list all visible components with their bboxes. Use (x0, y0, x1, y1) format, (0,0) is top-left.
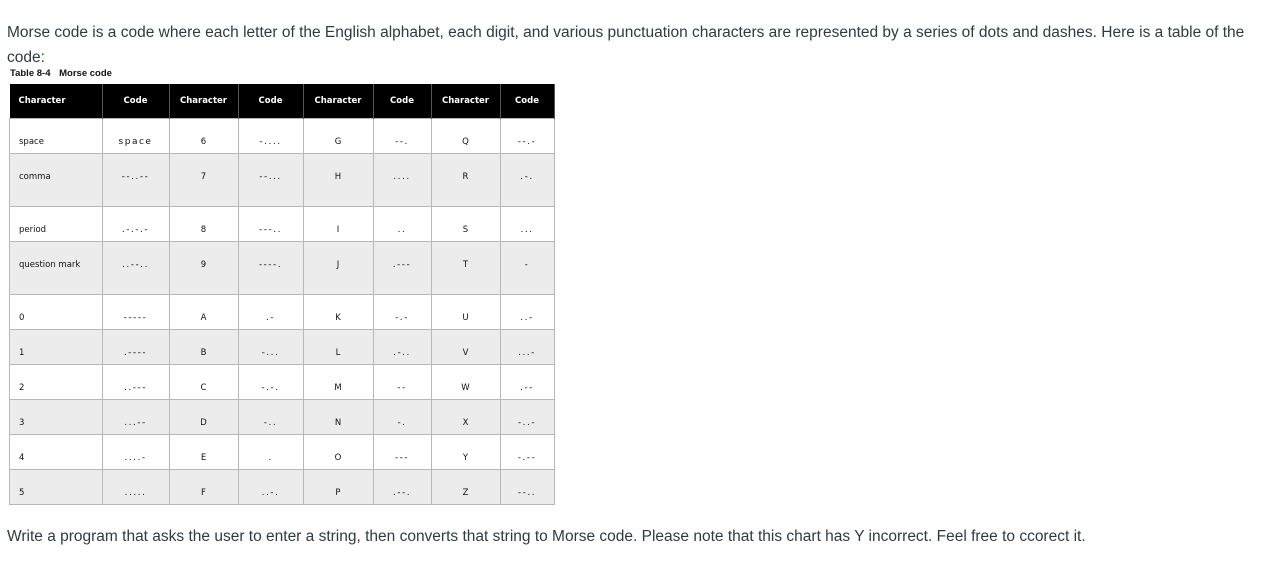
code-cell (102, 119, 169, 154)
code-cell (102, 365, 169, 400)
character-cell (303, 365, 373, 400)
code-cell-text: .. (397, 225, 407, 235)
character-cell-text: X (462, 418, 469, 428)
code-cell (373, 435, 431, 470)
character-cell-text: K (335, 313, 341, 323)
code-cell-text: -. (397, 418, 407, 428)
character-cell (303, 470, 373, 505)
character-cell-text: G (334, 137, 342, 147)
table-row (10, 119, 555, 154)
character-cell (169, 435, 238, 470)
code-cell-text: ....- (124, 453, 147, 463)
table-row (10, 400, 555, 435)
character-cell (169, 207, 238, 242)
character-cell-text: B (200, 348, 207, 358)
code-cell-text: --. (395, 137, 409, 147)
code-cell (373, 242, 431, 295)
table-row (10, 365, 555, 400)
code-cell-text: -.- (395, 313, 409, 323)
character-cell (431, 400, 500, 435)
code-cell (238, 295, 303, 330)
intro-paragraph: Morse code is a code where each letter of the English alphabet, each digit, and various punctuation characters are represented by a series of dots and dashes. Here is a table of the code: (7, 23, 1245, 66)
code-cell (373, 295, 431, 330)
code-cell (500, 242, 554, 295)
header-code-4: Code (500, 84, 554, 119)
character-cell (10, 207, 103, 242)
code-cell-text: - (524, 260, 530, 270)
character-cell-text: Q (462, 137, 469, 147)
character-cell (431, 154, 500, 207)
code-cell (238, 435, 303, 470)
character-cell-text: T (462, 260, 469, 270)
code-cell-text: ..-. (261, 488, 280, 498)
code-cell (500, 295, 554, 330)
code-cell-text: -.... (259, 137, 282, 147)
code-cell (373, 119, 431, 154)
character-cell (169, 330, 238, 365)
code-cell (102, 295, 169, 330)
header-code-2: Code (238, 84, 303, 119)
code-cell (500, 207, 554, 242)
character-cell-text: 7 (200, 172, 207, 182)
character-cell (169, 365, 238, 400)
character-cell-text: I (336, 225, 340, 235)
code-cell (373, 470, 431, 505)
character-cell (303, 242, 373, 295)
character-cell (10, 365, 103, 400)
character-cell-text: Z (462, 488, 469, 498)
character-cell (431, 470, 500, 505)
code-cell-text: ..... (124, 488, 147, 498)
code-cell-text: -.-. (261, 383, 280, 393)
morse-code-table (9, 84, 555, 505)
character-cell-text: 0 (19, 313, 25, 323)
character-cell (10, 154, 103, 207)
code-cell (500, 119, 554, 154)
code-cell (102, 242, 169, 295)
character-cell-text: E (200, 453, 207, 463)
table-body (10, 119, 555, 505)
code-cell-text: . (268, 453, 273, 463)
code-cell-text: .... (393, 172, 411, 182)
character-cell (169, 119, 238, 154)
code-cell-text: -..- (517, 418, 537, 428)
character-cell (303, 400, 373, 435)
code-cell-text: .-.. (393, 348, 411, 358)
code-cell (373, 207, 431, 242)
table-row (10, 154, 555, 207)
character-cell-text: space (19, 137, 44, 147)
character-cell (303, 435, 373, 470)
code-cell-text: -- (397, 383, 407, 393)
code-cell-text: ..- (520, 313, 534, 323)
character-cell (431, 435, 500, 470)
code-cell (102, 435, 169, 470)
code-cell-text: .--. (392, 488, 412, 498)
character-cell-text: L (335, 348, 341, 358)
code-cell (373, 154, 431, 207)
code-cell (238, 330, 303, 365)
code-cell-text: -.. (263, 418, 278, 428)
character-cell-text: U (462, 313, 469, 323)
code-cell (238, 154, 303, 207)
header-character-4: Character (431, 84, 500, 119)
character-cell-text: 1 (19, 348, 25, 358)
character-cell-text: comma (19, 172, 51, 182)
code-cell-text: ...-- (124, 418, 147, 428)
character-cell-text: question mark (19, 260, 81, 270)
character-cell (10, 400, 103, 435)
header-character-2: Character (169, 84, 238, 119)
code-cell-text: ..--.. (122, 260, 149, 270)
table-caption (10, 68, 112, 79)
character-cell (431, 330, 500, 365)
code-cell (500, 154, 554, 207)
character-cell (10, 470, 103, 505)
character-cell (169, 295, 238, 330)
character-cell-text: W (461, 383, 470, 393)
character-cell (169, 400, 238, 435)
character-cell (10, 330, 103, 365)
code-cell-text: --.- (517, 137, 537, 147)
table-row (10, 242, 555, 295)
table-row (10, 295, 555, 330)
code-cell (238, 400, 303, 435)
code-cell (238, 365, 303, 400)
character-cell-text: 8 (200, 225, 207, 235)
character-cell-text: P (335, 488, 341, 498)
character-cell-text: 5 (19, 488, 25, 498)
character-cell-text: H (334, 172, 342, 182)
character-cell-text: 9 (200, 260, 207, 270)
code-cell (102, 330, 169, 365)
header-character-1: Character (10, 84, 103, 119)
character-cell-text: M (334, 383, 342, 393)
character-cell-text: D (200, 418, 207, 428)
character-cell (431, 242, 500, 295)
character-cell-text: V (462, 348, 469, 358)
code-cell-text: space (118, 137, 153, 147)
character-cell (303, 154, 373, 207)
table-row (10, 330, 555, 365)
character-cell-text: 4 (19, 453, 25, 463)
code-cell-text: .-. (520, 172, 534, 182)
code-cell-text: ... (520, 225, 534, 235)
character-cell (10, 242, 103, 295)
character-cell-text: A (200, 313, 207, 323)
code-cell (373, 365, 431, 400)
code-cell-text: .-.-.- (121, 225, 150, 235)
table-row (10, 207, 555, 242)
character-cell (10, 435, 103, 470)
table-caption-number: Table 8-4 (10, 68, 51, 79)
character-cell-text: N (334, 418, 342, 428)
character-cell (431, 365, 500, 400)
code-cell-text: -.-- (517, 453, 537, 463)
code-cell-text: --.. (517, 488, 537, 498)
character-cell (303, 119, 373, 154)
character-cell (431, 295, 500, 330)
code-cell-text: ----. (258, 260, 283, 270)
character-cell-text: C (200, 383, 207, 393)
code-cell (500, 435, 554, 470)
header-code-3: Code (373, 84, 431, 119)
code-cell-text: .--- (392, 260, 412, 270)
table-row (10, 470, 555, 505)
table-header-row (10, 84, 555, 119)
code-cell (102, 470, 169, 505)
code-cell (500, 330, 554, 365)
code-cell (238, 242, 303, 295)
code-cell (102, 207, 169, 242)
character-cell-text: Y (462, 453, 469, 463)
character-cell-text: O (334, 453, 342, 463)
character-cell (169, 470, 238, 505)
character-cell (10, 295, 103, 330)
character-cell (303, 295, 373, 330)
character-cell (169, 242, 238, 295)
character-cell-text: 3 (19, 418, 25, 428)
code-cell-text: -... (261, 348, 280, 358)
header-character-3: Character (303, 84, 373, 119)
code-cell-text: .-- (520, 383, 534, 393)
character-cell-text: S (462, 225, 469, 235)
code-cell-text: ...- (518, 348, 536, 358)
character-cell (431, 207, 500, 242)
code-cell (238, 207, 303, 242)
closing-paragraph: Write a program that asks the user to enter a string, then converts that string to Morse code. Please note that this chart has Y incorrect. Feel free to ccorect it. (7, 528, 1086, 545)
code-cell-text: ..--- (124, 383, 147, 393)
character-cell-text: 6 (200, 137, 207, 147)
code-cell (500, 365, 554, 400)
code-cell-text: --- (394, 453, 410, 463)
code-cell (373, 330, 431, 365)
character-cell (169, 154, 238, 207)
character-cell-text: R (462, 172, 469, 182)
character-cell (303, 207, 373, 242)
code-cell (373, 400, 431, 435)
code-cell (500, 400, 554, 435)
code-cell-text: .- (265, 313, 276, 323)
character-cell-text: 2 (19, 383, 25, 393)
code-cell (102, 400, 169, 435)
table-caption-title: Morse code (59, 68, 112, 79)
code-cell (102, 154, 169, 207)
character-cell-text: period (19, 225, 47, 235)
character-cell (303, 330, 373, 365)
character-cell-text: F (201, 488, 206, 498)
table-row (10, 435, 555, 470)
code-cell-text: --... (259, 172, 282, 182)
code-cell (238, 470, 303, 505)
code-cell-text: ---.. (259, 225, 282, 235)
code-cell (500, 470, 554, 505)
code-cell-text: --..-- (121, 172, 150, 182)
character-cell (431, 119, 500, 154)
character-cell (10, 119, 103, 154)
code-cell (238, 119, 303, 154)
character-cell-text: J (336, 260, 340, 270)
code-cell-text: ----- (123, 313, 148, 323)
header-code-1: Code (102, 84, 169, 119)
code-cell-text: .---- (123, 348, 148, 358)
